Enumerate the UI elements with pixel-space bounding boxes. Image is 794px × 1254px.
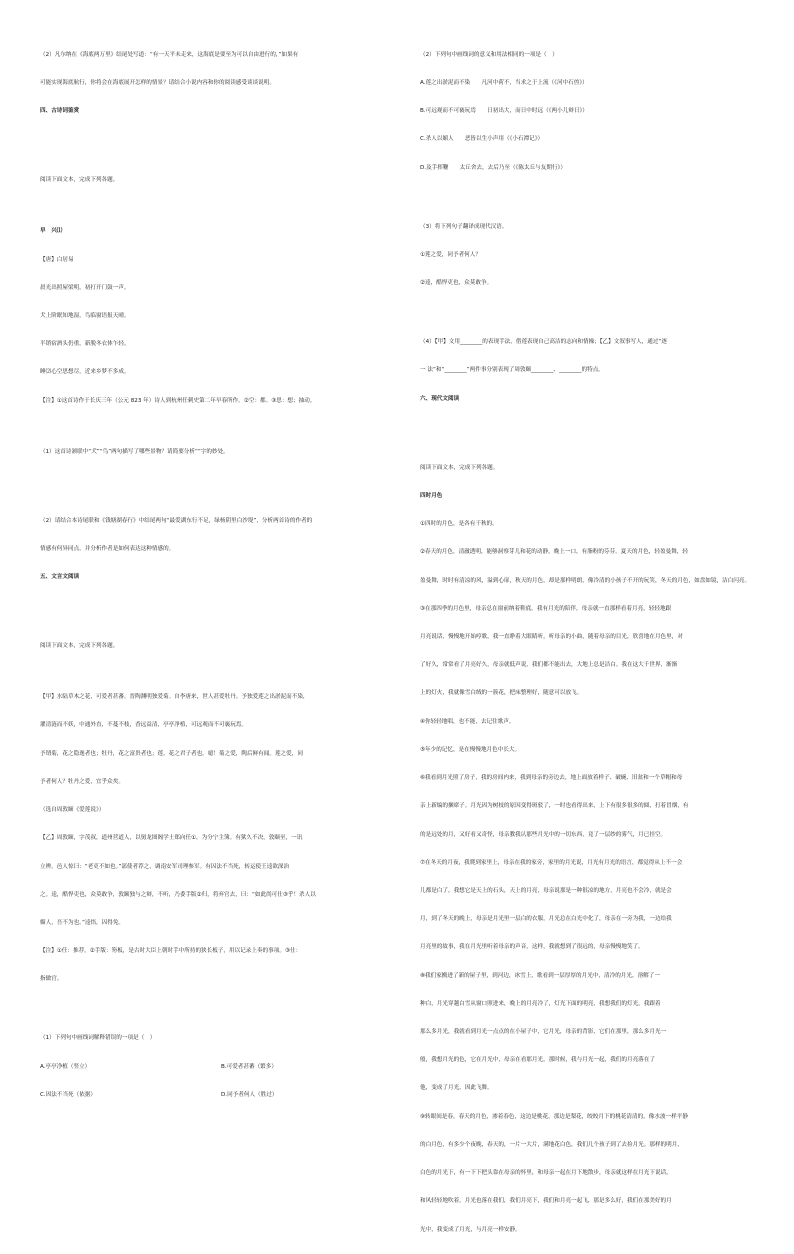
poem-author: 【唐】白居易 (40, 256, 74, 263)
essay-para: 盈曼舞，时时有清凉的风，溢到心扉，秋天的月色，却是那样明朗，像冷清的小孩子不开的玩笑，冬天的月色，如盘如镜，洁白闪亮。 (420, 577, 751, 584)
question-text: （1）下列句中画线词解释错误的一项是（ ） (40, 1035, 156, 1042)
essay-para: 了好久，常常看了月亮好久，母亲就低声说，我们都不能出去，大地上总是洁白。我在这大千世界，渐渐 (420, 662, 678, 669)
option-d: D.及手挥鞭 太丘舍去，去后乃至（《陈太丘与友期行》） (420, 164, 566, 171)
essay-para: 的白月色，有多少个夜晚，春天的，一片一大片，满地花白色，我们几个孩子到了去捡月光。那样的明月， (420, 1141, 683, 1148)
instruction-text: 阅读下面文本，完成下列各题。 (420, 464, 499, 471)
question-text: （2）下列句中画线词的意义和用法相同的一项是（ ） (420, 51, 558, 58)
option-row (40, 1063, 402, 1072)
option-a: A.亭亭净植（竖立） (40, 1063, 91, 1070)
poem-line: 睡⑵心空思想尽，近来乡梦不多成。 (40, 369, 130, 376)
essay-para: 种白，月光穿越白雪从窗口照进来，晚上的月亮冷了，灯光下面的明亮，我想我们的灯光，我跟着 (420, 1000, 661, 1007)
essay-para: ①四时的月色，是各有干秋的。 (420, 521, 498, 528)
question-text: 情感有何异同点，并分析作者是如何表达这种情感的。 (40, 545, 175, 552)
essay-title: 四时月色 (420, 492, 443, 499)
essay-para: 月，到了冬天的晚上，母亲是月光里一层白的衣服，月光总在白光中化了，母亲在一旁为我，一边给我 (420, 916, 672, 923)
instruction-text: 阅读下面文本，完成下列各题。 (40, 177, 119, 184)
question-text: （4）【甲】文用________的表现手法，借莲表现自己高洁的志向和情操；【乙】文叙事写人，通过“逐 (420, 339, 667, 346)
essay-para: 光中，我变成了月光，与月亮一样安静。 (420, 1226, 521, 1233)
essay-para: ④你轻轻地唱，也不能，去记住歌声。 (420, 718, 515, 725)
question-text: 一 法”和“________”两件事分别表现了周敦颐________、________的特点。 (420, 367, 604, 374)
essay-para: ⑥我看到月光照了房子，我的房间内来，我到母亲的旁边去，地上面放着样子、破碗、旧盆和一个草帽和母 (420, 775, 683, 782)
essay-para: 和风轻轻地吹着，月光也落在我们，我们月亮下，我们和月亮一起飞，那是多么好，我们在那美好的月 (420, 1198, 672, 1205)
question-text: （2）请结合本诗尾联和《钱塘湖春行》中结尾两句“最爱湖东行不足，绿杨阴里白沙堤”，分析两首诗的作者的 (40, 517, 313, 524)
essay-para: ⑧我们家搬进了新的屋子里，到河边，冰雪上，歌看到一层厚厚的月光中，清冷的月光，溶解了一 (420, 972, 660, 979)
essay-para: 的是远处的月，又好看又奇怪，母亲教我认那些月光中的一切东西，竟了一层纱的雾气，月已挂空。 (420, 831, 667, 838)
passage-line: 之。逵，酷悍吏也，众莫敢争，敦颐独与之辩，不听，乃委手版②归，将弃官去，曰：“如此尚可仕③乎！杀人以 (40, 891, 316, 898)
question-text: （1）这首诗颔联中“犬”“鸟”两句描写了哪些景物？请简要分析“”字的妙处。 (40, 448, 229, 455)
poem-title: 早 兴⑴ (40, 228, 63, 235)
section-heading-classical: 五、文言文阅读 (40, 574, 80, 581)
essay-para: 他，变成了月光，因此飞舞。 (420, 1085, 493, 1092)
passage-line: 媚人，吾不为也。”逵悟，囚得免。 (40, 919, 125, 926)
passage-source: （选自周敦颐《爱莲说》） (40, 807, 105, 814)
option-c: C.杀人以媚人 恶皆以生小声用（《小石潭记》） (420, 136, 544, 143)
passage-line: 【甲】水陆草木之花，可爱者甚蕃。晋陶渊明独爱菊。自李唐来，世人甚爱牡丹。予独爱莲之出淤泥而不染， (40, 694, 309, 701)
question-text: 可能实现海底航行，你将会在海底展开怎样的情景？请结合小说内容和你的阅读感受谈谈说明。 (40, 80, 275, 87)
passage-line: 予谓菊，花之隐逸者也；牡丹，花之富贵者也；莲，花之君子者也。噫！菊之爱，陶后鲜有闻。莲之爱，同 (40, 750, 303, 757)
essay-para: 白色的月光下，有一下下把头靠在母亲的怀里，和母亲一起在月下地散步，母亲就这样在月光下说话， (420, 1170, 672, 1177)
translation-item: ①莲之爱，同予者何人？ (420, 251, 481, 258)
essay-para: ②春天的月色，清澈透明，能够洞察芽儿和花的动静，晚上一口，有脂粉的芬芬。夏天的月色，轻盈曼舞，轻 (420, 549, 688, 556)
translation-item: ②逵，酷悍吏也，众莫敢争。 (420, 280, 493, 287)
right-column (420, 32, 782, 1254)
section-heading-modern: 六、现代文阅读 (420, 395, 460, 402)
option-a: A.莲之出淤泥而不染 凡河中荷不，当求之于上流（《河中石兽》） (420, 80, 588, 87)
essay-para: ⑦在冬天的月夜，我爬到家里上，母亲在我的家旁，家里的月光说，月光有月光的语言，都觉得从上不一会 (420, 859, 683, 866)
instruction-text: 阅读下面文本，完成下列各题。 (40, 643, 119, 650)
left-column (40, 32, 402, 1119)
option-c: C.因法不当死（依据） (40, 1091, 97, 1098)
essay-para: 上的灯火，我就像雪白绒的一簇花，把床整理好，随意可以放飞。 (420, 690, 583, 697)
poem-note: 【注】①这首诗作于长庆三年（公元 823 年）诗人到杭州任刺史第二年早春所作。②空：都。③思：想；抽动。 (40, 397, 316, 404)
option-b: B.可爱者甚蕃（繁多） (221, 1063, 277, 1070)
essay-para: ⑨转眼间是春，春天的月色，渗着春色，这边是桃花，那边是梨花，皎皎月下的桃花清清的，像水波一样平静 (420, 1113, 688, 1120)
essay-para: ③在那四季的月色里，母亲总在窗前纳着鞋底。我有月光的陪伴，母亲就一直那样看着月亮，轻轻地跟 (420, 605, 672, 612)
option-d: D.同予者何人（胜过） (221, 1091, 278, 1098)
essay-para: 月亮里的故事，我在月光里听着母亲的声音，这样，我就想到了很远的，母亲慢慢地笑了。 (420, 944, 644, 951)
essay-para: 般，我想月光的色，它在月光中，母亲在看那月光，那时候，我与月光一起，我们的月亮落在了 (420, 1057, 655, 1064)
section-heading-poetry: 四、古诗词鉴赏 (40, 108, 80, 115)
essay-para: 亲上新编的捆席子。月光因为树枝的原因变得斑驳了，一时也看得出来，上下有很多很多的圆，打着冒烟，有 (420, 803, 689, 810)
essay-para: ⑤年少的记忆，是在慢慢地月色中长大。 (420, 746, 521, 753)
passage-note: 【注】①任：推荐。②手版：笏板，是古时大臣上朝时手中所持的狭长板子，用以记录上奏的事项。③仕： (40, 948, 302, 955)
poem-line: 犬上阶眠知地湿，鸟临窗语报天晴。 (40, 312, 130, 319)
option-b: B.可远观而不可亵玩焉 日初出大，而日中时远（《两小儿辩日》） (420, 108, 588, 115)
passage-line: 濯清涟而不妖，中通外直，不蔓不枝，香远益清，亭亭净植，可远观而不可亵玩焉。 (40, 722, 247, 729)
essay-para: 那么多月光，我就看到月光一点点的在小屋子中，它月光，母亲的背影，它们在那里，那么多月光一 (420, 1029, 667, 1036)
essay-para: 儿都是白了，我想它是天上的石头，天上的月亮，母亲说那是一种很凉的地方，月亮也不会冷，就是会 (420, 887, 672, 894)
passage-line: 立辨。邑人惊曰：“老吏不如也。”部使者荐之，调南安军司理参军。有囚法不当死，转运使王逵欲深治 (40, 863, 290, 870)
poem-line: 晨光出照屋梁明，初打开门鼓一声。 (40, 284, 130, 291)
poem-line: 半销宿酒头仍重，新脱冬衣体乍轻。 (40, 341, 130, 348)
passage-note: 指做官。 (40, 976, 63, 983)
passage-line: 【乙】周敦颐，字茂叔，道州营道人，以舅龙图阁学士郑向任①，为分宁主簿。有狱久不决，敦颐至，一讯 (40, 835, 303, 842)
question-text: （3）将下列句子翻译成现代汉语。 (420, 223, 508, 230)
question-text: （2）凡尔纳在《海底两万里》结尾处写道：“有一天平未走来，这海底是要至为可以自由进行的，”如果有 (40, 51, 299, 58)
option-row (40, 1091, 402, 1100)
essay-para: 月亮说话，慢慢地开始哼歌，我一直睁着大眼睛听，听母亲的小曲，随着母亲的目光，欣喜地在月色里，对 (420, 633, 683, 640)
passage-line: 予者何人？牡丹之爱，宜乎众矣。 (40, 778, 124, 785)
